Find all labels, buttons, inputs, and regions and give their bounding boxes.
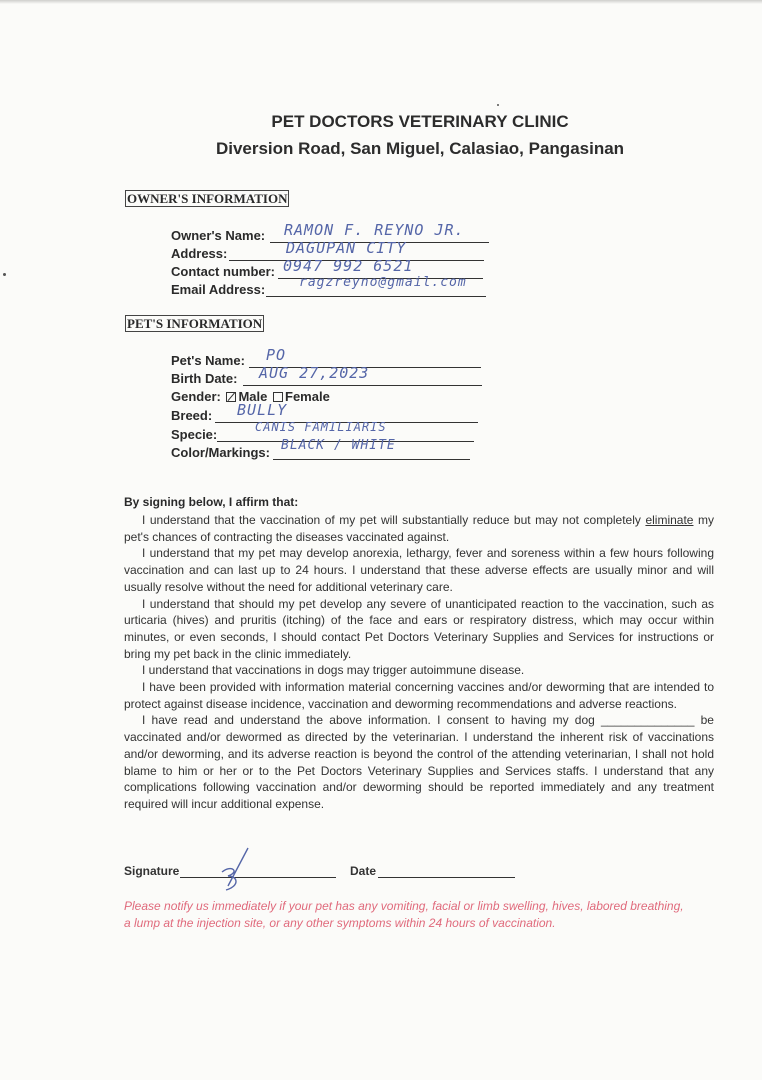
male-checkbox[interactable] — [226, 392, 236, 402]
clinic-name: PET DOCTORS VETERINARY CLINIC — [271, 112, 569, 131]
birth-date-label: Birth Date: — [171, 371, 238, 386]
affirm-paragraph-5: I have been provided with information material concerning vaccines and/or deworming that are intended to protect against disease incidence, vaccination and deworming recommendations and adverse reactions. — [124, 680, 714, 711]
date-label: Date — [350, 864, 377, 878]
affirmation-body — [124, 512, 714, 813]
affirm-p1-underlined: eliminate — [645, 513, 694, 527]
signature-scrawl — [214, 846, 254, 892]
owner-address-label: Address: — [171, 246, 228, 261]
affirm-p1-text: I understand that the vaccination of my pet will substantially reduce but may not completely — [142, 513, 641, 527]
affirmation-heading: By signing below, I affirm that: — [124, 495, 299, 509]
birth-date-value: AUG 27,2023 — [259, 364, 370, 382]
pet-name-value: PO — [266, 346, 287, 364]
clinic-address: Diversion Road, San Miguel, Calasiao, Pangasinan — [215, 139, 625, 158]
dog-name-blank[interactable]: ______________ — [601, 713, 695, 728]
owner-name-label: Owner's Name: — [171, 228, 266, 243]
breed-label: Breed: — [171, 408, 213, 423]
breed-value: BULLY — [237, 401, 288, 419]
email-value: ragzreyno@gmail.com — [299, 275, 467, 290]
scan-edge — [0, 0, 762, 4]
color-markings-value: BLACK / WHITE — [281, 438, 396, 453]
specie-label: Specie: — [171, 427, 218, 442]
female-label: Female — [285, 389, 330, 404]
affirm-paragraph-3: I understand that should my pet develop any severe of unanticipated reaction to the vaccination, such as urticaria (hives) and pruritis (itching) of the face and ears or respiratory distress, which may occur within minutes, or even seconds, I should contact Pet Doctors Veterinary Supplies and Services for instructions or bring my pet back in the clinic immediately. — [124, 596, 714, 661]
affirm-p6-text: I have read and understand the above information. I consent to having my dog — [142, 713, 601, 728]
owner-name-value: RAMON F. REYNO JR. — [284, 221, 465, 239]
affirm-p1-rest: my pet's chances of contracting the diseases vaccinated against. — [124, 513, 714, 544]
color-markings-label: Color/Markings: — [171, 445, 270, 460]
scan-speck — [497, 104, 499, 106]
owner-section-heading: OWNER'S INFORMATION — [127, 191, 288, 206]
email-line — [266, 296, 486, 297]
signature-line[interactable] — [180, 877, 336, 878]
contact-number-value: 0947 992 6521 — [283, 257, 414, 275]
date-line[interactable] — [378, 877, 515, 878]
contact-number-label: Contact number: — [171, 264, 275, 279]
owner-address-value: DAGUPAN CITY — [286, 239, 407, 257]
affirm-paragraph-1 — [124, 512, 714, 545]
affirm-paragraph-6 — [124, 712, 714, 812]
male-label: Male — [238, 389, 268, 404]
affirm-p6-rest: be vaccinated and/or dewormed as directed by the veterinarian. I understand the inherent risk of vaccinations and/or deworming, and its adverse reaction is beyond the control of the attending veterinarian, I shall not hold blame to him or her or to the Pet Doctors Veterinary Supplies and Services staffs. I understand that any complications following vaccination and/or deworming should be reported immediately and any treatment required will incur additional expense. — [124, 713, 714, 811]
signature-label: Signature — [124, 864, 180, 878]
color-markings-line — [273, 459, 470, 460]
specie-value: CANIS FAMILIARIS — [255, 420, 387, 434]
affirm-paragraph-2: I understand that my pet may develop anorexia, lethargy, fever and soreness within a few hours following vaccination and can last up to 24 hours. I understand that these adverse effects are usually minor and will usually resolve without the need for additional veterinary care. — [124, 546, 714, 594]
affirm-paragraph-4: I understand that vaccinations in dogs may trigger autoimmune disease. — [142, 663, 525, 678]
email-label: Email Address: — [171, 282, 266, 297]
gender-label: Gender: — [171, 389, 221, 404]
pet-section-heading: PET'S INFORMATION — [127, 316, 263, 331]
scan-speck — [3, 273, 6, 276]
aftercare-notice: Please notify us immediately if your pet has any vomiting, facial or limb swelling, hives, labored breathing, a lump at the injection site, or any other symptoms within 24 hours of vaccination. — [124, 899, 684, 930]
pet-name-label: Pet's Name: — [171, 353, 245, 368]
birth-date-line — [243, 385, 482, 386]
